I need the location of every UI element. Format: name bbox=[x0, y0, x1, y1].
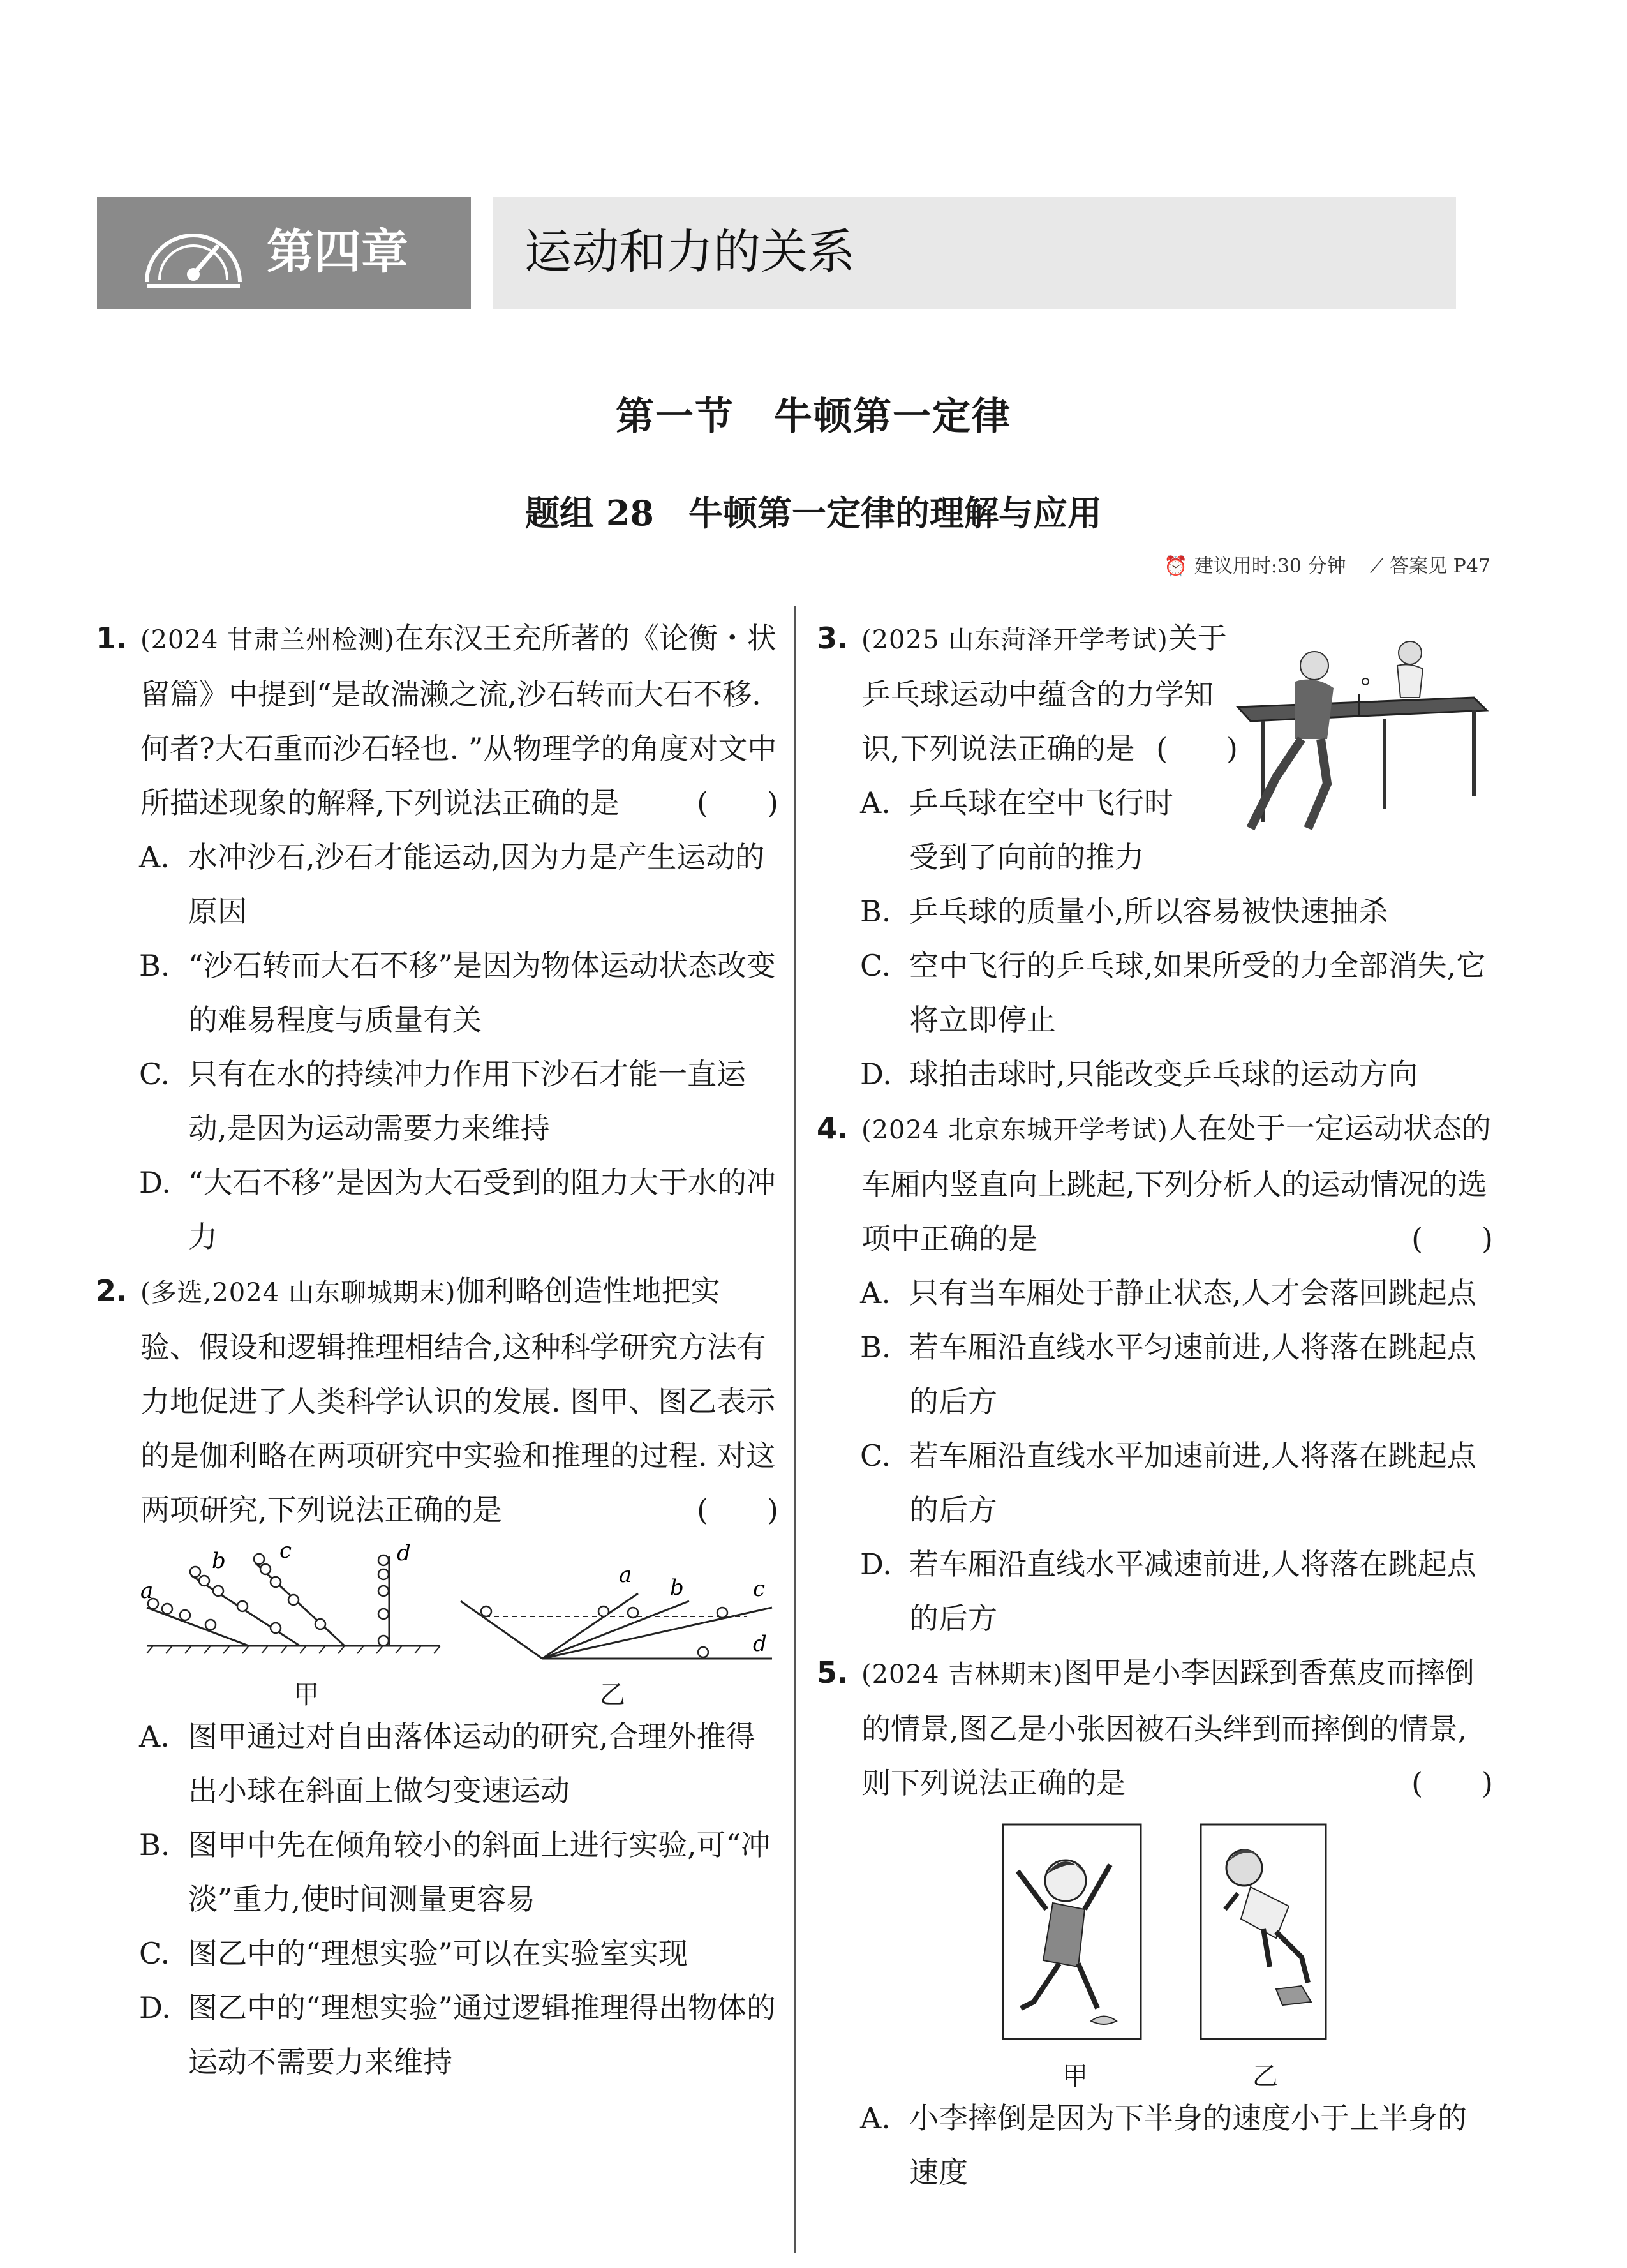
option-label: B. bbox=[139, 948, 170, 983]
option-label: D. bbox=[139, 1990, 171, 2025]
option-text: 小李摔倒是因为下半身的速度小于上半身的速度 bbox=[909, 2101, 1467, 2190]
option-c bbox=[817, 939, 1493, 1047]
figure-yi-caption: 乙 bbox=[600, 1680, 625, 1710]
figure-yi-stone-trip bbox=[1200, 1823, 1327, 2040]
option-label: B. bbox=[860, 894, 891, 929]
column-divider bbox=[794, 606, 796, 2253]
question-source: (多选,2024 山东聊城期末) bbox=[140, 1278, 456, 1308]
option-a bbox=[96, 1710, 778, 1818]
option-text: 图乙中的“理想实验”通过逻辑推理得出物体的运动不需要力来维持 bbox=[188, 1990, 776, 2079]
option-text: 图甲通过对自由落体运动的研究,合理外推得出小球在斜面上做匀变速运动 bbox=[188, 1719, 755, 1808]
meta-info bbox=[1157, 550, 1490, 578]
question-number: 5. bbox=[817, 1655, 849, 1690]
fall-figures bbox=[817, 1810, 1493, 2091]
label-d: d bbox=[753, 1631, 767, 1657]
option-label: C. bbox=[139, 1057, 170, 1091]
label-b: b bbox=[670, 1575, 684, 1600]
option-label: A. bbox=[860, 1276, 891, 1310]
option-text: “沙石转而大石不移”是因为物体运动状态改变的难易程度与质量有关 bbox=[188, 948, 776, 1037]
label-c: c bbox=[279, 1538, 292, 1563]
figure-yi-ideal-experiment bbox=[453, 1537, 778, 1671]
question-source: (2024 北京东城开学考试) bbox=[861, 1115, 1168, 1145]
question-source: (2024 吉林期末) bbox=[861, 1660, 1064, 1689]
figure-jia-caption: 甲 bbox=[293, 1680, 319, 1710]
option-label: D. bbox=[139, 1165, 171, 1200]
option-label: A. bbox=[139, 840, 170, 874]
question-4 bbox=[817, 1101, 1493, 1266]
label-b: b bbox=[212, 1548, 226, 1574]
figure-jia-caption: 甲 bbox=[1062, 2062, 1088, 2091]
galileo-figures bbox=[96, 1537, 778, 1710]
question-stem: 图甲是小李因踩到香蕉皮而摔倒的情景,图乙是小张因被石头绊到而摔倒的情景,则下列说法正确的是 bbox=[861, 1655, 1475, 1800]
speedometer-icon bbox=[139, 212, 248, 295]
option-label: B. bbox=[139, 1828, 170, 1862]
option-label: A. bbox=[139, 1719, 170, 1754]
alarm-clock-icon: ⏰ bbox=[1164, 555, 1188, 578]
question-stem: 人在处于一定运动状态的车厢内竖直向上跳起,下列分析人的运动情况的选项中正确的是 bbox=[861, 1111, 1491, 1256]
question-source: (2024 甘肃兰州检测) bbox=[140, 625, 395, 655]
answer-ref: 答案见 P47 bbox=[1390, 555, 1490, 578]
answer-paren: ( ) bbox=[1411, 1221, 1493, 1256]
question-source: (2025 山东菏泽开学考试) bbox=[861, 625, 1168, 655]
figure-jia-banana-slip bbox=[1002, 1823, 1142, 2040]
option-label: B. bbox=[860, 1330, 891, 1364]
question-3-block bbox=[817, 611, 1493, 884]
option-b bbox=[96, 1818, 778, 1927]
figure-yi-caption: 乙 bbox=[1252, 2062, 1278, 2091]
option-b bbox=[96, 939, 778, 1047]
suggested-time: 建议用时:30 分钟 bbox=[1194, 555, 1346, 578]
option-label: D. bbox=[860, 1547, 892, 1581]
option-label: A. bbox=[860, 2101, 891, 2135]
option-text: 若车厢沿直线水平匀速前进,人将落在跳起点的后方 bbox=[909, 1330, 1476, 1419]
question-stem: 伽利略创造性地把实验、假设和逻辑推理相结合,这种科学研究方法有力地促进了人类科学认识的发展. 图甲、图乙表示的是伽利略在两项研究中实验和推理的过程. 对这两项研究,下列说法正确的是 bbox=[140, 1274, 776, 1527]
option-d bbox=[817, 1537, 1493, 1646]
option-b bbox=[817, 884, 1493, 939]
group-title: 题组 28 牛顿第一定律的理解与应用 bbox=[525, 493, 1102, 533]
option-text: 空中飞行的乒乓球,如果所受的力全部消失,它将立即停止 bbox=[909, 948, 1486, 1037]
chapter-title: 运动和力的关系 bbox=[524, 225, 855, 280]
option-label: C. bbox=[860, 1438, 891, 1473]
right-column bbox=[817, 611, 1493, 2200]
question-number: 3. bbox=[817, 621, 849, 655]
option-b bbox=[817, 1320, 1493, 1429]
label-a: a bbox=[619, 1562, 632, 1588]
option-text: 乒乓球在空中飞行时受到了向前的推力 bbox=[909, 786, 1173, 874]
question-1 bbox=[96, 611, 778, 830]
option-text: 只有当车厢处于静止状态,人才会落回跳起点 bbox=[909, 1276, 1476, 1310]
question-number: 4. bbox=[817, 1111, 849, 1145]
option-d bbox=[96, 1156, 778, 1264]
question-stem: 在东汉王充所著的《论衡・状留篇》中提到“是故湍濑之流,沙石转而大石不移. 何者?大石重而沙石轻也. ”从物理学的角度对文中所描述现象的解释,下列说法正确的是 bbox=[140, 621, 777, 820]
option-text: 球拍击球时,只能改变乒乓球的运动方向 bbox=[909, 1057, 1418, 1091]
option-d bbox=[96, 1981, 778, 2089]
answer-paren: ( ) bbox=[1156, 731, 1238, 766]
option-a bbox=[817, 776, 1196, 884]
option-label: A. bbox=[860, 786, 891, 820]
option-label: C. bbox=[860, 948, 891, 983]
option-text: 乒乓球的质量小,所以容易被快速抽杀 bbox=[909, 894, 1388, 929]
label-a: a bbox=[140, 1578, 154, 1604]
option-text: “大石不移”是因为大石受到的阻力大于水的冲力 bbox=[188, 1165, 776, 1254]
chapter-number: 第四章 bbox=[267, 225, 408, 280]
table-tennis-illustration bbox=[1200, 630, 1493, 841]
question-5 bbox=[817, 1646, 1493, 1810]
question-stem: 关于乒乓球运动中蕴含的力学知识,下列说法正确的是 bbox=[861, 621, 1227, 766]
option-text: 若车厢沿直线水平加速前进,人将落在跳起点的后方 bbox=[909, 1438, 1476, 1527]
option-c bbox=[817, 1429, 1493, 1537]
option-label: C. bbox=[139, 1936, 170, 1971]
option-text: 若车厢沿直线水平减速前进,人将落在跳起点的后方 bbox=[909, 1547, 1476, 1636]
answer-icon: ⟋ bbox=[1370, 555, 1384, 578]
option-c bbox=[96, 1927, 778, 1981]
option-a bbox=[817, 1266, 1493, 1320]
answer-paren: ( ) bbox=[1411, 1766, 1493, 1800]
option-text: 只有在水的持续冲力作用下沙石才能一直运动,是因为运动需要力来维持 bbox=[188, 1057, 746, 1145]
option-d bbox=[817, 1047, 1493, 1101]
option-a bbox=[96, 830, 778, 939]
label-c: c bbox=[753, 1576, 766, 1602]
answer-paren: ( ) bbox=[697, 1493, 778, 1527]
left-column bbox=[96, 611, 778, 2089]
section-title: 第一节 牛顿第一定律 bbox=[616, 394, 1011, 439]
answer-paren: ( ) bbox=[697, 786, 778, 820]
label-d: d bbox=[397, 1541, 411, 1566]
question-number: 1. bbox=[96, 621, 128, 655]
option-label: D. bbox=[860, 1057, 892, 1091]
option-text: 水冲沙石,沙石才能运动,因为力是产生运动的原因 bbox=[188, 840, 765, 929]
figure-jia-inclines bbox=[140, 1537, 472, 1671]
question-3 bbox=[817, 611, 1238, 776]
question-number: 2. bbox=[96, 1274, 128, 1308]
option-text: 图甲中先在倾角较小的斜面上进行实验,可“冲淡”重力,使时间测量更容易 bbox=[188, 1828, 771, 1916]
question-2 bbox=[96, 1264, 778, 1537]
option-a bbox=[817, 2091, 1493, 2200]
option-text: 图乙中的“理想实验”可以在实验室实现 bbox=[188, 1936, 688, 1971]
option-c bbox=[96, 1047, 778, 1156]
